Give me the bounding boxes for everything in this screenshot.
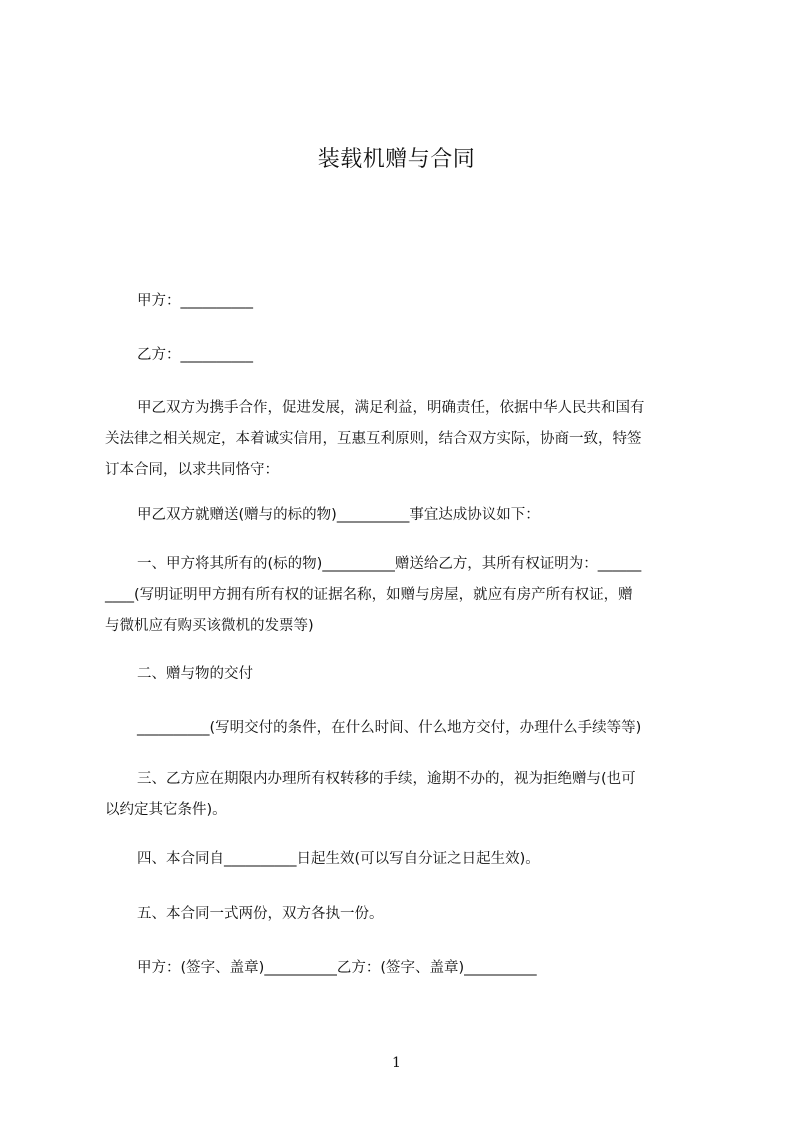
agreement-line: 甲乙双方就赠送(赠与的标的物)__________事宜达成协议如下： bbox=[137, 507, 540, 523]
clause-1-paragraph bbox=[105, 549, 705, 642]
clause-4-line: 四、本合同自__________日起生效(可以写自分证之日起生效)。 bbox=[137, 851, 540, 867]
intro-line-1: 甲乙双方为携手合作，促进发展，满足利益，明确责任，依据中华人民共和国有 bbox=[137, 400, 645, 416]
page-number: 1 bbox=[392, 1055, 401, 1071]
clause-1-line-2: ____(写明证明甲方拥有所有权的证据名称，如赠与房屋，就应有房产所有权证，赠 bbox=[105, 587, 633, 603]
intro-line-3: 订本合同，以求共同恪守： bbox=[105, 462, 279, 478]
party-b-line: 乙方：__________ bbox=[137, 347, 253, 363]
clause-2-heading: 二、赠与物的交付 bbox=[137, 666, 253, 682]
clause-2-body: __________(写明交付的条件，在什么时间、什么地方交付，办理什么手续等等) bbox=[137, 720, 642, 736]
document-title: 装载机赠与合同 bbox=[317, 147, 476, 172]
intro-paragraph bbox=[105, 393, 705, 486]
party-a-line: 甲方：__________ bbox=[137, 293, 253, 309]
clause-3-line-2: 以约定其它条件)。 bbox=[105, 802, 227, 818]
signature-line: 甲方：(签字、盖章)__________乙方：(签字、盖章)__________ bbox=[137, 960, 537, 976]
clause-1-line-3: 与微机应有购买该微机的发票等) bbox=[105, 618, 314, 634]
clause-3-paragraph bbox=[105, 764, 705, 826]
clause-5-line: 五、本合同一式两份，双方各执一份。 bbox=[137, 906, 384, 922]
intro-line-2: 关法律之相关规定，本着诚实信用，互惠互利原则，结合双方实际，协商一致，特签 bbox=[105, 431, 642, 447]
clause-3-line-1: 三、乙方应在期限内办理所有权转移的手续，逾期不办的，视为拒绝赠与(也可 bbox=[137, 771, 636, 787]
clause-1-line-1: 一、甲方将其所有的(标的物)__________赠送给乙方，其所有权证明为：______ bbox=[137, 556, 642, 572]
